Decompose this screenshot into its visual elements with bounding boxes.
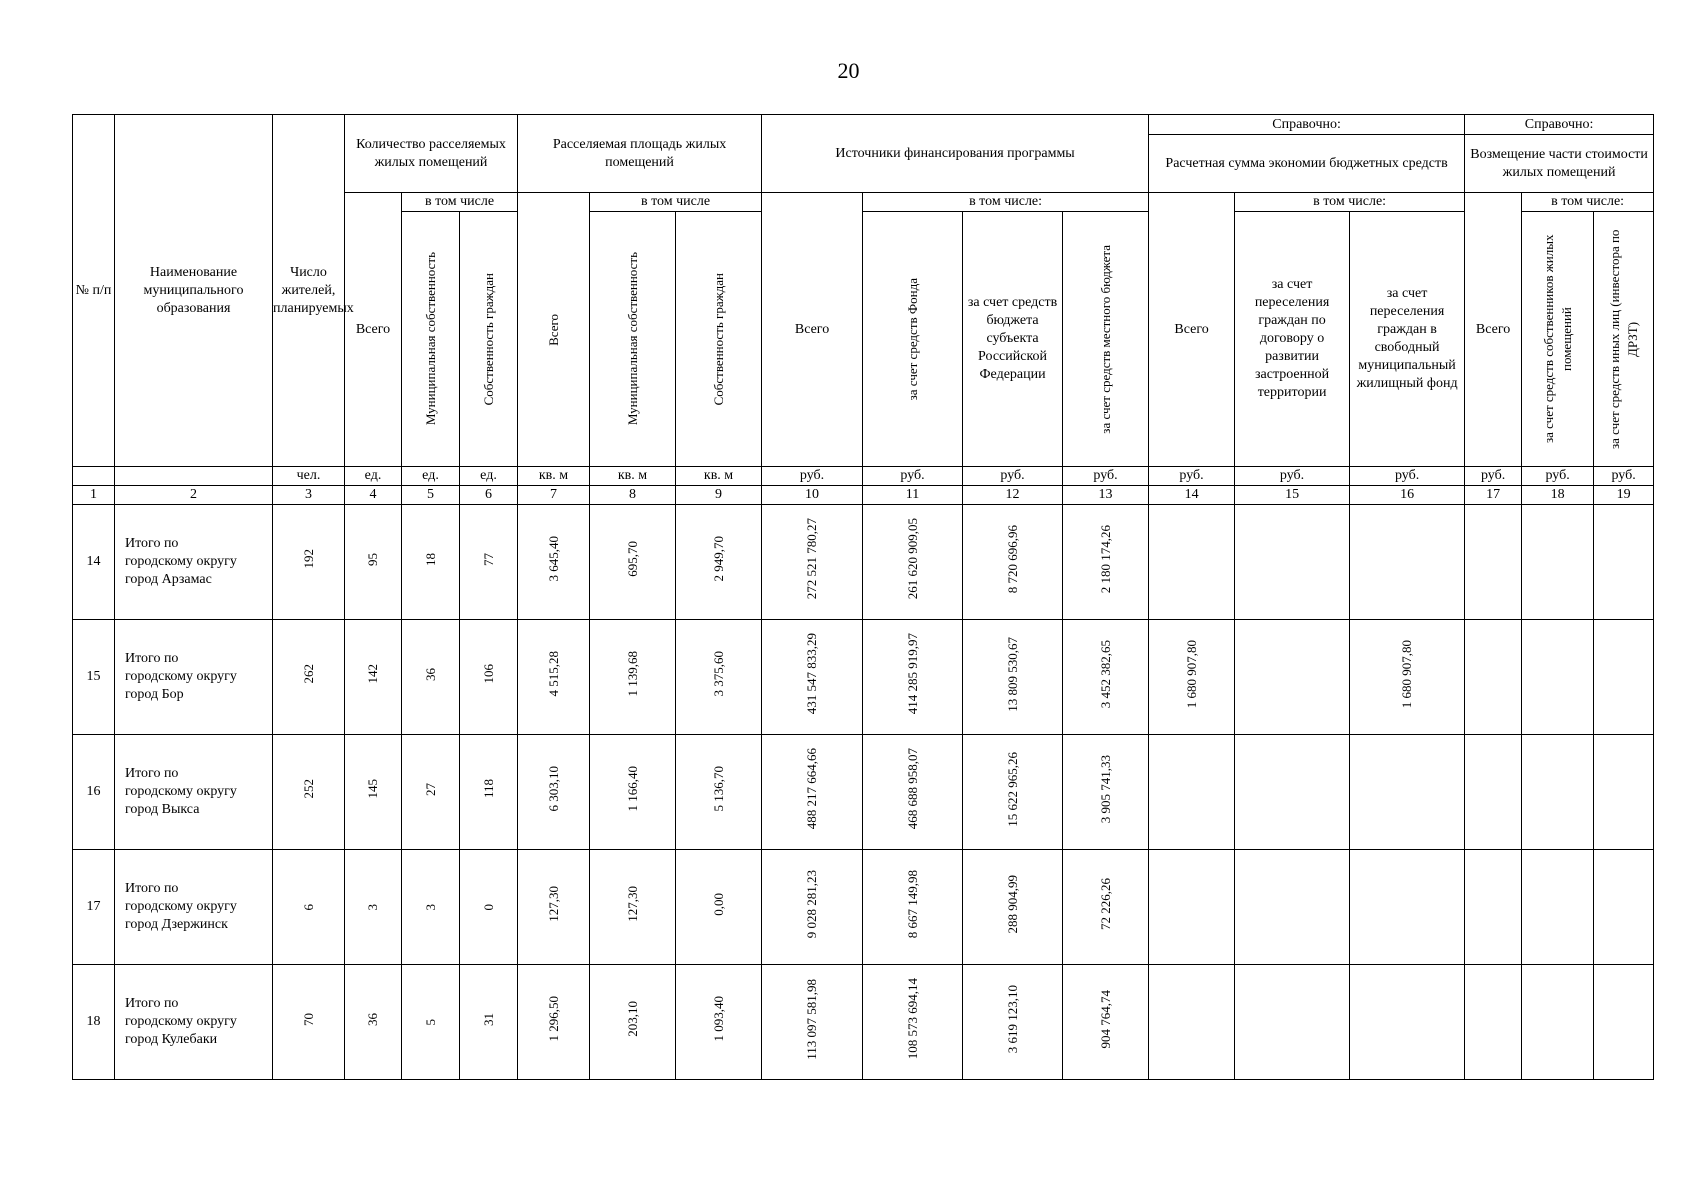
data-cell	[1522, 505, 1594, 620]
cell-value: 36	[422, 667, 438, 681]
cell-value: 3 452 382,65	[1097, 639, 1113, 709]
data-cell	[676, 965, 762, 1080]
unit-cell: ед.	[460, 467, 518, 486]
cell-value: 36	[365, 1012, 380, 1026]
data-cell	[1235, 965, 1350, 1080]
data-cell	[1522, 620, 1594, 735]
cell-value: 118	[480, 779, 496, 799]
data-cell	[1350, 850, 1465, 965]
data-cell	[1522, 965, 1594, 1080]
cell-value: 488 217 664,66	[804, 748, 820, 830]
municipality-name-line: городскому округу	[125, 554, 237, 569]
data-cell	[963, 850, 1063, 965]
column-number: 17	[1465, 486, 1522, 505]
municipality-name-line: город Бор	[125, 687, 184, 702]
municipality-name-line: город Кулебаки	[125, 1032, 218, 1047]
header-incl-economy: в том числе:	[1235, 193, 1465, 212]
unit-cell: чел.	[273, 467, 345, 486]
cell-value: 3 619 123,10	[1004, 984, 1020, 1054]
header-municipal-count: Муниципальная собственность	[402, 212, 460, 467]
cell-value: 3	[422, 903, 438, 910]
data-cell	[863, 965, 963, 1080]
cell-value: 95	[365, 552, 380, 566]
column-number: 8	[590, 486, 676, 505]
cell-value: 272 521 780,27	[804, 518, 820, 600]
column-number: 4	[345, 486, 402, 505]
data-cell	[1465, 850, 1522, 965]
data-cell	[590, 850, 676, 965]
data-cell	[273, 850, 345, 965]
header-economy-free-fund: за счет переселения граждан в свободный муниципальный жилищный фонд	[1350, 212, 1465, 467]
header-finance-group: Источники финансирования программы	[762, 115, 1149, 193]
column-number: 13	[1063, 486, 1149, 505]
resettlement-table	[72, 114, 1654, 1080]
units-row	[73, 467, 1654, 486]
cell-value: 3 375,60	[710, 651, 726, 697]
data-cell	[863, 505, 963, 620]
header-subject-budget: за счет средств бюджета субъекта Российской Федерации	[963, 212, 1063, 467]
cell-value: 145	[365, 779, 380, 799]
data-cell	[963, 505, 1063, 620]
data-cell	[863, 850, 963, 965]
cell-value: 8 667 149,98	[904, 869, 920, 939]
column-number: 16	[1350, 486, 1465, 505]
cell-value: 108 573 694,14	[904, 978, 920, 1060]
row-number: 15	[73, 620, 115, 735]
data-cell	[1063, 965, 1149, 1080]
cell-value: 0,00	[710, 892, 726, 916]
cell-value: 4 515,28	[545, 651, 561, 697]
data-cell	[402, 620, 460, 735]
cell-value: 288 904,99	[1004, 874, 1020, 934]
data-cell	[1465, 735, 1522, 850]
cell-value: 127,30	[545, 886, 561, 922]
header-compensation-other: за счет средств иных лиц (инвестора по ДРЗТ)	[1594, 212, 1654, 467]
header-total-economy: Всего	[1149, 193, 1235, 467]
cell-value: 431 547 833,29	[804, 633, 820, 715]
data-cell	[1235, 850, 1350, 965]
data-cell	[963, 965, 1063, 1080]
data-cell	[460, 965, 518, 1080]
municipality-name-line: Итого по	[125, 651, 179, 666]
municipality-name-line: город Выкса	[125, 802, 200, 817]
data-cell	[762, 965, 863, 1080]
column-number: 14	[1149, 486, 1235, 505]
municipality-name-line: Итого по	[125, 996, 179, 1011]
data-cell	[1465, 505, 1522, 620]
column-number: 18	[1522, 486, 1594, 505]
table-row	[73, 965, 1654, 1080]
unit-cell: руб.	[1522, 467, 1594, 486]
unit-cell: руб.	[863, 467, 963, 486]
cell-value: 27	[422, 782, 438, 796]
data-cell	[518, 505, 590, 620]
cell-value: 18	[422, 552, 438, 566]
header-incl-area: в том числе	[590, 193, 762, 212]
data-cell	[518, 620, 590, 735]
row-number: 18	[73, 965, 115, 1080]
unit-cell: руб.	[1465, 467, 1522, 486]
municipality-name	[115, 850, 273, 965]
cell-value: 142	[365, 664, 380, 684]
column-number: 7	[518, 486, 590, 505]
data-cell	[1149, 620, 1235, 735]
data-cell	[1063, 850, 1149, 965]
municipality-name-line: городскому округу	[125, 1014, 237, 1029]
data-cell	[345, 850, 402, 965]
municipality-name-line: Итого по	[125, 766, 179, 781]
column-number: 11	[863, 486, 963, 505]
cell-value: 6	[300, 903, 316, 910]
column-number: 5	[402, 486, 460, 505]
cell-value: 106	[480, 664, 496, 684]
unit-cell: руб.	[1350, 467, 1465, 486]
data-cell	[1063, 505, 1149, 620]
header-economy-development: за счет переселения граждан по договору о развитии застроенной территории	[1235, 212, 1350, 467]
cell-value: 3 645,40	[545, 536, 561, 582]
table-row	[73, 505, 1654, 620]
header-area-group: Расселяемая площадь жилых помещений	[518, 115, 762, 193]
column-number: 19	[1594, 486, 1654, 505]
data-cell	[1594, 850, 1654, 965]
data-cell	[345, 735, 402, 850]
cell-value: 203,10	[624, 1001, 640, 1037]
cell-value: 1 139,68	[624, 651, 640, 697]
data-cell	[863, 735, 963, 850]
unit-cell: руб.	[1594, 467, 1654, 486]
municipality-name-line: Итого по	[125, 536, 179, 551]
cell-value: 6 303,10	[545, 766, 561, 812]
header-fund: за счет средств Фонда	[863, 212, 963, 467]
data-cell	[1350, 965, 1465, 1080]
row-number: 16	[73, 735, 115, 850]
header-compensation-owners: за счет средств собственников жилых помещений	[1522, 212, 1594, 467]
header-residents: Число жителей, планируемых	[273, 115, 345, 467]
unit-cell: руб.	[1063, 467, 1149, 486]
data-cell	[402, 735, 460, 850]
data-cell	[1594, 505, 1654, 620]
cell-value: 9 028 281,23	[804, 869, 820, 939]
municipality-name	[115, 735, 273, 850]
data-cell	[1465, 620, 1522, 735]
header-incl-finance: в том числе:	[863, 193, 1149, 212]
column-number: 2	[115, 486, 273, 505]
unit-cell: руб.	[762, 467, 863, 486]
municipality-name-line: городскому округу	[125, 784, 237, 799]
data-cell	[676, 505, 762, 620]
data-cell	[1235, 620, 1350, 735]
cell-value: 5	[422, 1018, 438, 1025]
data-cell	[345, 965, 402, 1080]
data-cell	[762, 505, 863, 620]
cell-value: 261 620 909,05	[904, 518, 920, 600]
unit-cell: руб.	[1235, 467, 1350, 486]
page-number: 20	[837, 58, 860, 83]
data-cell	[273, 965, 345, 1080]
header-total-finance: Всего	[762, 193, 863, 467]
data-cell	[402, 965, 460, 1080]
unit-cell: ед.	[345, 467, 402, 486]
cell-value: 468 688 958,07	[904, 748, 920, 830]
header-reference-economy: Справочно:	[1149, 115, 1465, 135]
data-cell	[273, 505, 345, 620]
data-cell	[1063, 620, 1149, 735]
column-numbers-row	[73, 486, 1654, 505]
table-row	[73, 620, 1654, 735]
cell-value: 1 296,50	[545, 996, 561, 1042]
data-cell	[1350, 735, 1465, 850]
data-cell	[273, 735, 345, 850]
data-cell	[1594, 620, 1654, 735]
data-cell	[676, 735, 762, 850]
cell-value: 3	[365, 903, 380, 910]
data-cell	[863, 620, 963, 735]
cell-value: 2 180 174,26	[1097, 524, 1113, 594]
cell-value: 1 166,40	[624, 766, 640, 812]
header-total-area: Всего	[518, 193, 590, 467]
header-incl-compensation: в том числе:	[1522, 193, 1654, 212]
header-name: Наименование муниципального образования	[115, 115, 273, 467]
data-cell	[402, 850, 460, 965]
cell-value: 252	[300, 779, 316, 799]
data-cell	[1465, 965, 1522, 1080]
data-cell	[676, 620, 762, 735]
cell-value: 262	[300, 664, 316, 684]
data-cell	[1149, 965, 1235, 1080]
column-number: 10	[762, 486, 863, 505]
data-cell	[402, 505, 460, 620]
header-count-group: Количество расселяемых жилых помещений	[345, 115, 518, 193]
cell-value: 15 622 965,26	[1004, 751, 1020, 827]
unit-cell	[115, 467, 273, 486]
header-total-compensation: Всего	[1465, 193, 1522, 467]
cell-value: 70	[300, 1012, 316, 1026]
cell-value: 113 097 581,98	[804, 978, 820, 1060]
column-number: 15	[1235, 486, 1350, 505]
row-number: 17	[73, 850, 115, 965]
data-cell	[590, 965, 676, 1080]
municipality-name-line: городскому округу	[125, 669, 237, 684]
municipality-name-line: городскому округу	[125, 899, 237, 914]
cell-value: 414 285 919,97	[904, 633, 920, 715]
data-cell	[1235, 735, 1350, 850]
data-cell	[1149, 735, 1235, 850]
column-number: 12	[963, 486, 1063, 505]
cell-value: 3 905 741,33	[1097, 754, 1113, 824]
unit-cell: кв. м	[590, 467, 676, 486]
municipality-name	[115, 505, 273, 620]
data-cell	[1594, 735, 1654, 850]
municipality-name	[115, 965, 273, 1080]
data-cell	[963, 620, 1063, 735]
unit-cell: кв. м	[676, 467, 762, 486]
cell-value: 1 680 907,80	[1399, 639, 1415, 709]
data-cell	[460, 850, 518, 965]
header-local-budget: за счет средств местного бюджета	[1063, 212, 1149, 467]
table-row	[73, 735, 1654, 850]
data-cell	[590, 735, 676, 850]
data-cell	[1235, 505, 1350, 620]
municipality-name-line: Итого по	[125, 881, 179, 896]
unit-cell: руб.	[963, 467, 1063, 486]
cell-value: 1 093,40	[710, 996, 726, 1042]
header-reference-compensation: Справочно:	[1465, 115, 1654, 135]
data-cell	[1063, 735, 1149, 850]
data-cell	[1149, 505, 1235, 620]
data-cell	[460, 735, 518, 850]
unit-cell: кв. м	[518, 467, 590, 486]
data-cell	[762, 620, 863, 735]
cell-value: 1 680 907,80	[1183, 639, 1199, 709]
header-num: № п/п	[73, 115, 115, 467]
cell-value: 695,70	[624, 541, 640, 577]
header-incl-count: в том числе	[402, 193, 518, 212]
header-private-area: Собственность граждан	[676, 212, 762, 467]
table-row	[73, 850, 1654, 965]
data-cell	[1350, 505, 1465, 620]
municipality-name-line: город Арзамас	[125, 572, 212, 587]
data-cell	[590, 620, 676, 735]
data-cell	[1149, 850, 1235, 965]
data-cell	[518, 850, 590, 965]
data-cell	[460, 620, 518, 735]
cell-value: 13 809 530,67	[1004, 636, 1020, 712]
data-cell	[963, 735, 1063, 850]
cell-value: 77	[480, 552, 496, 566]
data-cell	[676, 850, 762, 965]
column-number: 3	[273, 486, 345, 505]
data-cell	[1522, 735, 1594, 850]
cell-value: 127,30	[624, 886, 640, 922]
header-private-count: Собственность граждан	[460, 212, 518, 467]
header-economy-group: Расчетная сумма экономии бюджетных средств	[1149, 135, 1465, 193]
data-cell	[1350, 620, 1465, 735]
row-number: 14	[73, 505, 115, 620]
data-cell	[762, 850, 863, 965]
cell-value: 0	[480, 903, 496, 910]
cell-value: 192	[300, 549, 316, 569]
data-cell	[762, 735, 863, 850]
cell-value: 72 226,26	[1097, 878, 1113, 930]
municipality-name-line: город Дзержинск	[125, 917, 228, 932]
cell-value: 904 764,74	[1097, 989, 1113, 1049]
data-body	[73, 505, 1654, 1080]
column-number: 6	[460, 486, 518, 505]
column-number: 1	[73, 486, 115, 505]
column-number: 9	[676, 486, 762, 505]
data-cell	[460, 505, 518, 620]
header-total-count: Всего	[345, 193, 402, 467]
cell-value: 31	[480, 1012, 496, 1026]
header-compensation-group: Возмещение части стоимости жилых помещений	[1465, 135, 1654, 193]
cell-value: 8 720 696,96	[1004, 524, 1020, 594]
data-cell	[590, 505, 676, 620]
data-cell	[345, 505, 402, 620]
unit-cell: ед.	[402, 467, 460, 486]
data-cell	[1594, 965, 1654, 1080]
unit-cell: руб.	[1149, 467, 1235, 486]
municipality-name	[115, 620, 273, 735]
header-municipal-area: Муниципальная собственность	[590, 212, 676, 467]
data-cell	[345, 620, 402, 735]
cell-value: 5 136,70	[710, 766, 726, 812]
data-cell	[518, 965, 590, 1080]
unit-cell	[73, 467, 115, 486]
cell-value: 2 949,70	[710, 536, 726, 582]
data-cell	[273, 620, 345, 735]
data-cell	[518, 735, 590, 850]
data-cell	[1522, 850, 1594, 965]
